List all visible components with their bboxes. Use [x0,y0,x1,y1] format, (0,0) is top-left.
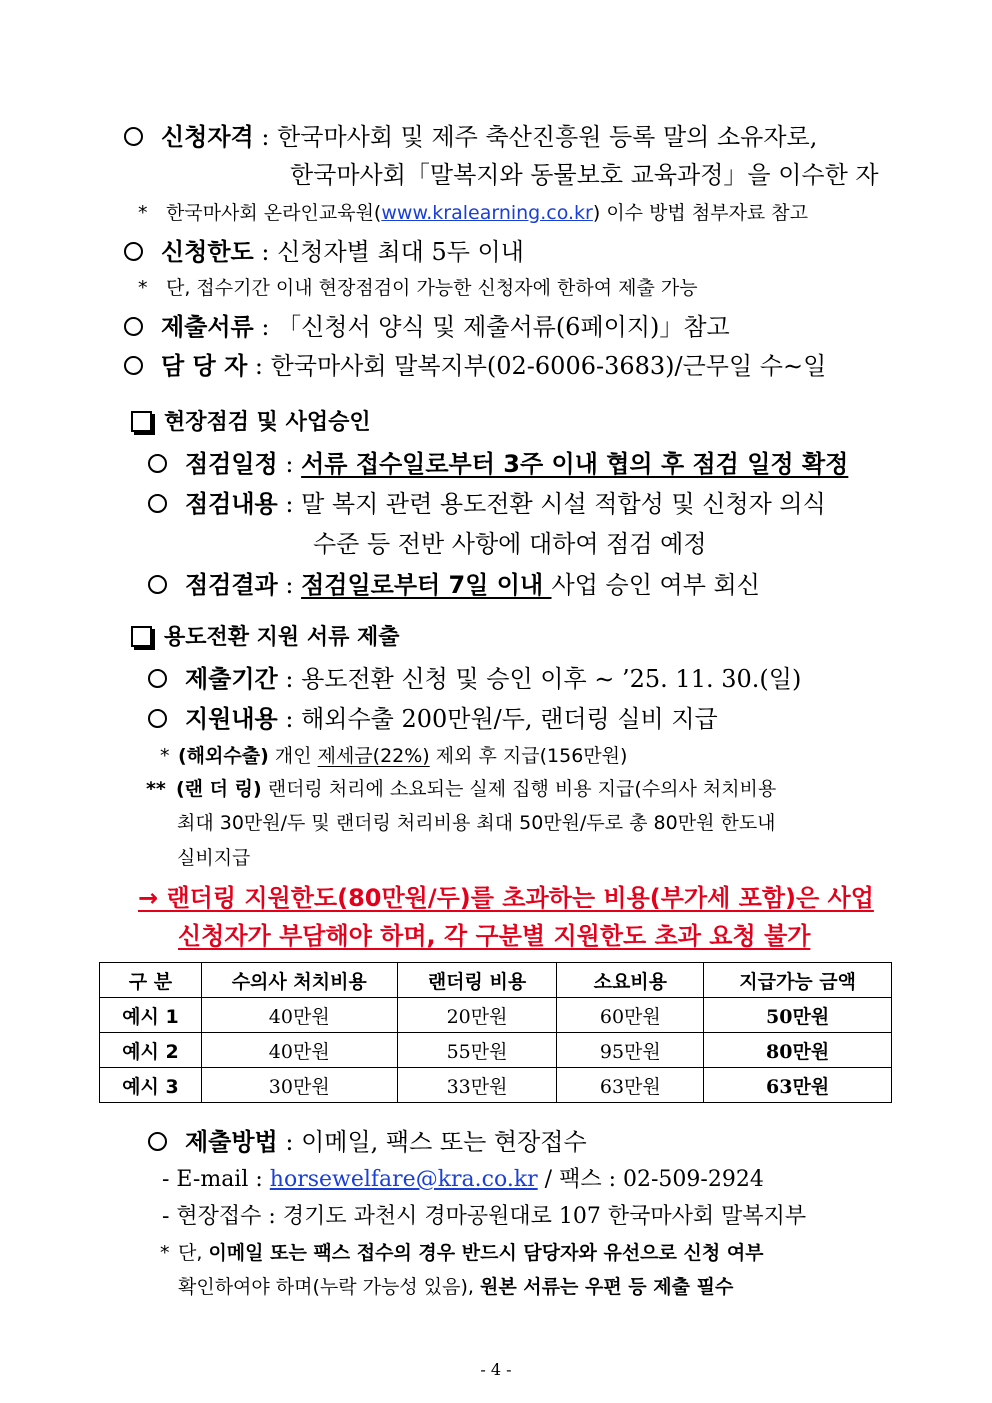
contact-label: 담 당 자 [161,352,248,380]
square-bullet-icon [131,411,152,432]
support-section-title: 용도전환 지원 서류 제출 [131,620,400,651]
table-header-cell: 지급가능 금액 [704,963,892,998]
support-warning-line1: → 랜더링 지원한도(80만원/두)를 초과하는 비용(부가세 포함)은 사업 [138,884,874,912]
eligibility-line2: 한국마사회「말복지와 동물보호 교육과정」을 이수한 자 [290,161,879,189]
table-cell: 예시 1 [100,998,202,1033]
table-header-row [100,963,892,998]
table-cell: 80만원 [704,1033,892,1068]
submission-email-row: - E-mail : horsewelfare@kra.co.kr / 팩스 : 02-509-2924 [162,1167,764,1192]
table-cell: 33만원 [397,1068,557,1103]
table-row [100,1033,892,1068]
support-warning-line2: 신청자가 부담해야 하며, 각 구분별 지원한도 초과 요청 불가 [178,922,811,950]
inspection-result-row: 점검결과 : 점검일로부터 7일 이내 사업 승인 여부 회신 [148,565,760,600]
table-cell: 20만원 [397,998,557,1033]
inspection-content-row: 점검내용 : 말 복지 관련 용도전환 시설 적합성 및 신청자 의식 [148,484,826,519]
circle-bullet-icon [148,494,167,513]
circle-bullet-icon [148,454,167,473]
eligibility-line1: 한국마사회 및 제주 축산진흥원 등록 말의 소유자로, [277,123,818,151]
table-cell: 40만원 [201,1033,397,1068]
table-cell: 55만원 [397,1033,557,1068]
contact-row: 담 당 자 : 한국마사회 말복지부(02-6006-3683)/근무일 수∼일 [124,346,826,381]
table-header-cell: 랜더링 비용 [397,963,557,998]
eligibility-row: 신청자격 : 한국마사회 및 제주 축산진흥원 등록 말의 소유자로, [124,117,817,152]
support-note2-line2: 최대 30만원/두 및 랜더링 처리비용 최대 50만원/두로 총 80만원 한도내 [177,812,776,834]
table-cell: 60만원 [557,998,704,1033]
support-note2: ** (랜 더 링) 랜더링 처리에 소요되는 실제 집행 비용 지급(수의사 처치비용 [146,778,777,800]
eligibility-label: 신청자격 [161,123,254,151]
table-cell: 63만원 [704,1068,892,1103]
submission-onsite: - 현장접수 : 경기도 과천시 경마공원대로 107 한국마사회 말복지부 [162,1204,807,1229]
support-note2-line3: 실비지급 [177,847,251,869]
table-cell: 예시 3 [100,1068,202,1103]
circle-bullet-icon [124,127,143,146]
table-cell: 40만원 [201,998,397,1033]
page-number: - 4 - [480,1360,512,1379]
table-row [100,1068,892,1103]
support-content-row: 지원내용 : 해외수출 200만원/두, 랜더링 실비 지급 [148,699,718,734]
submission-row: 제출방법 : 이메일, 팩스 또는 현장접수 [148,1122,587,1157]
documents-value: 「신청서 양식 및 제출서류(6페이지)」참고 [277,313,730,341]
circle-bullet-icon [124,317,143,336]
table-header-cell: 구 분 [100,963,202,998]
circle-bullet-icon [148,1132,167,1151]
table-row [100,998,892,1033]
limit-note: * 단, 접수기간 이내 현장점검이 가능한 신청자에 한하여 제출 가능 [138,277,698,299]
submission-note-line2: 확인하여야 하며(누락 가능성 있음), 원본 서류는 우편 등 제출 필수 [178,1276,734,1298]
limit-label: 신청한도 [161,238,254,266]
contact-value: 한국마사회 말복지부(02-6006-3683)/근무일 수∼일 [270,352,827,380]
limit-value: 신청자별 최대 5두 이내 [277,238,524,266]
email-link[interactable]: horsewelfare@kra.co.kr [269,1167,538,1192]
table-cell: 50만원 [704,998,892,1033]
table-cell: 63만원 [557,1068,704,1103]
kralearning-link[interactable]: www.kralearning.co.kr [381,202,593,224]
documents-row: 제출서류 : 「신청서 양식 및 제출서류(6페이지)」참고 [124,307,730,342]
inspection-section-title: 현장점검 및 사업승인 [131,405,371,436]
documents-label: 제출서류 [161,313,254,341]
inspection-schedule-row: 점검일정 : 서류 접수일로부터 3주 이내 협의 후 점검 일정 확정 [148,444,848,479]
support-note1: * (해외수출) 개인 제세금(22%) 제외 후 지급(156만원) [160,745,628,767]
square-bullet-icon [131,626,152,647]
table-header-cell: 수의사 처치비용 [201,963,397,998]
submission-note: * 단, 이메일 또는 팩스 접수의 경우 반드시 담당자와 유선으로 신청 여부 [160,1242,764,1264]
eligibility-note: * 한국마사회 온라인교육원(www.kralearning.co.kr) 이수 방법 첨부자료 참고 [138,202,808,224]
inspection-schedule-value: 서류 접수일로부터 3주 이내 협의 후 점검 일정 확정 [301,450,849,478]
limit-row: 신청한도 : 신청자별 최대 5두 이내 [124,232,524,267]
table-cell: 예시 2 [100,1033,202,1068]
circle-bullet-icon [124,356,143,375]
circle-bullet-icon [148,575,167,594]
support-period-row: 제출기간 : 용도전환 신청 및 승인 이후 ∼ ’25. 11. 30.(일) [148,659,801,694]
table-header-cell: 소요비용 [557,963,704,998]
circle-bullet-icon [148,669,167,688]
inspection-content-line2: 수준 등 전반 사항에 대하여 점검 예정 [313,530,707,558]
table-cell: 95만원 [557,1033,704,1068]
circle-bullet-icon [148,709,167,728]
support-example-table [99,962,892,1103]
table-cell: 30만원 [201,1068,397,1103]
circle-bullet-icon [124,242,143,261]
